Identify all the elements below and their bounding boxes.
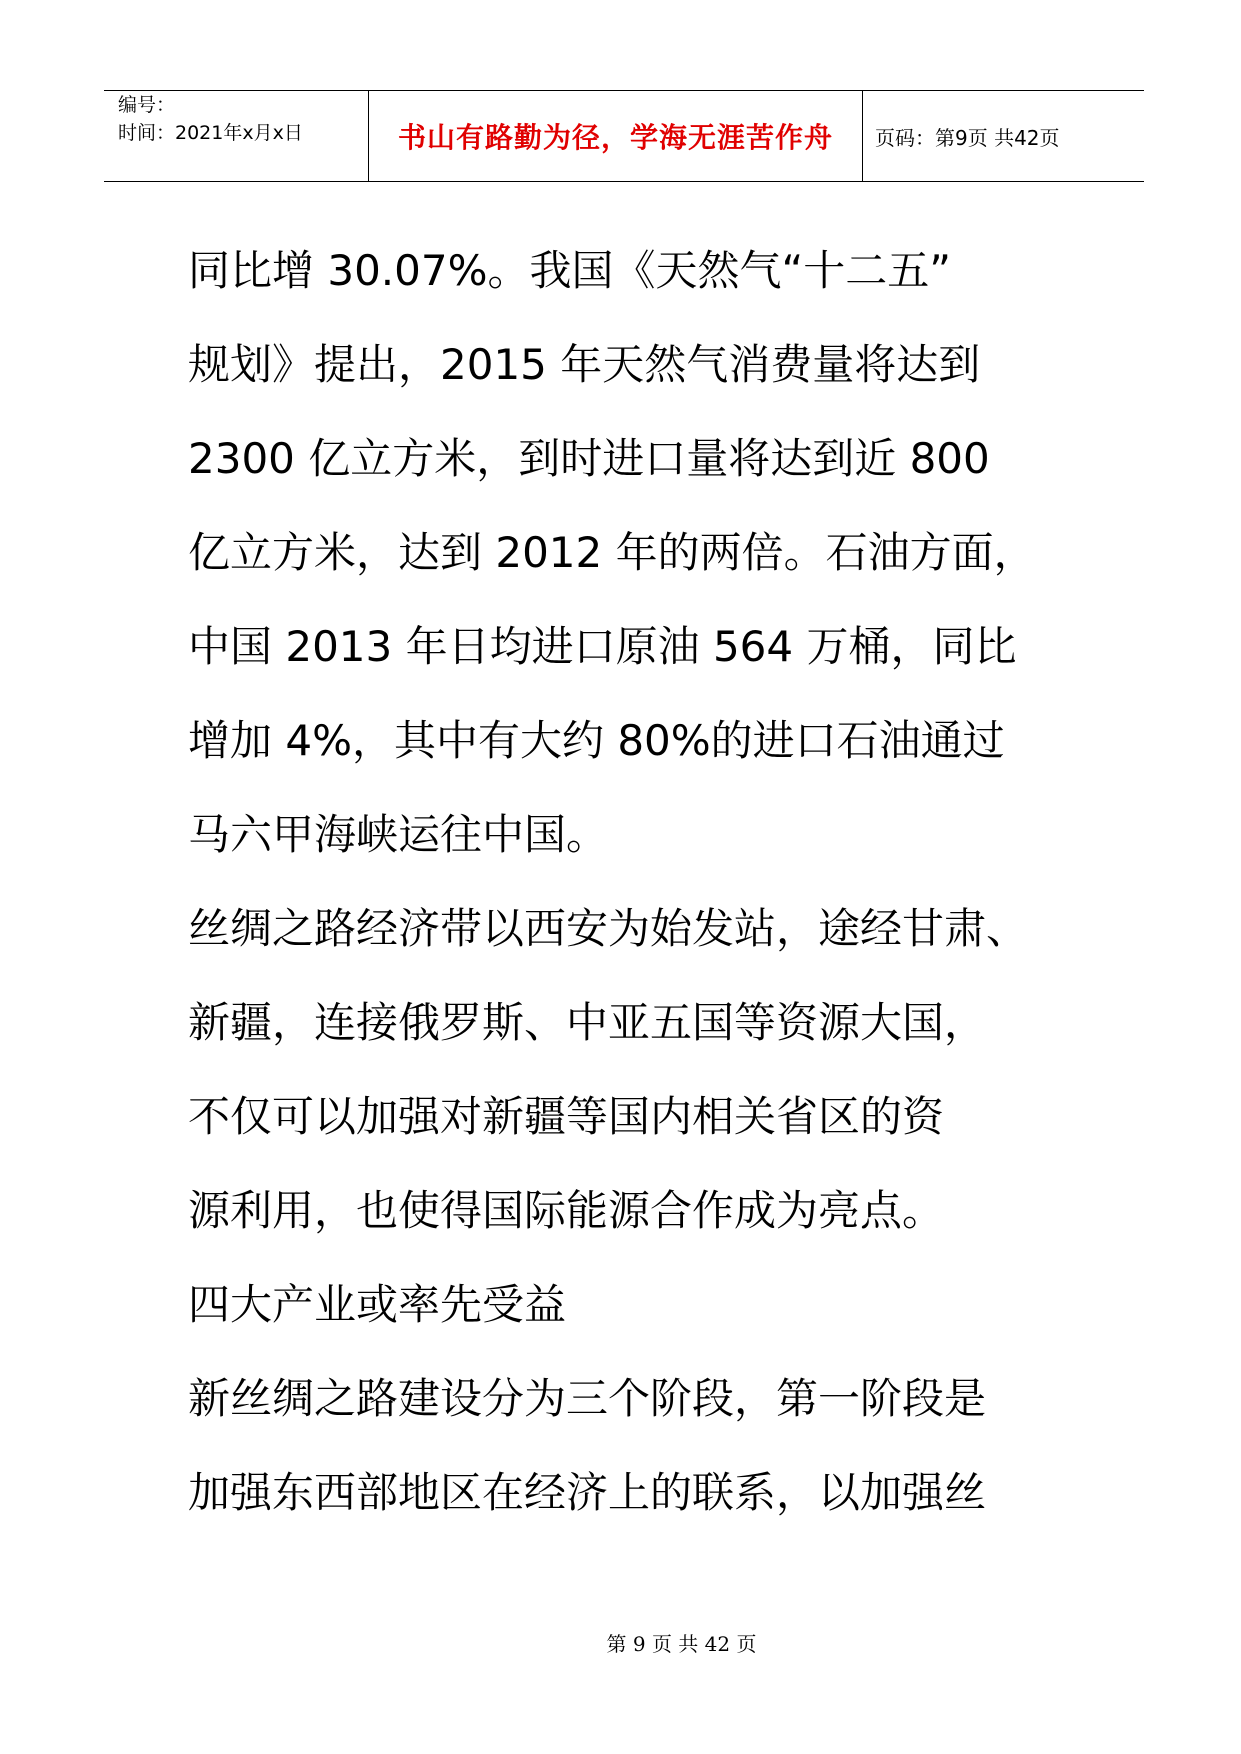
footer-page-number: 第 9 页 共 42 页 — [606, 1632, 757, 1656]
body-line: 不仅可以加强对新疆等国内相关省区的资 — [188, 1092, 945, 1141]
body-line: 规划》提出，2015 年天然气消费量将达到 — [188, 340, 981, 389]
body-line: 源利用，也使得国际能源合作成为亮点。 — [188, 1186, 945, 1235]
body-line: 加强东西部地区在经济上的联系，以加强丝 — [188, 1468, 987, 1517]
serial-label: 编号： — [118, 94, 176, 116]
body-line: 新疆，连接俄罗斯、中亚五国等资源大国， — [188, 998, 987, 1047]
body-line: 丝绸之路经济带以西安为始发站，途经甘肃、 — [188, 904, 1029, 953]
page-info: 页码：第9页 共42页 — [875, 125, 1060, 150]
body-line: 马六甲海峡运往中国。 — [188, 810, 609, 859]
body-line: 亿立方米，达到 2012 年的两倍。石油方面， — [188, 528, 1036, 577]
body-line: 新丝绸之路建设分为三个阶段，第一阶段是 — [188, 1374, 987, 1423]
body-line: 2300 亿立方米，到时进口量将达到近 800 — [188, 434, 990, 483]
body-line: 中国 2013 年日均进口原油 564 万桶，同比 — [188, 622, 1017, 671]
header-meta-cell — [104, 91, 369, 181]
header-page-cell — [863, 91, 1144, 181]
header-motto-cell — [369, 91, 863, 181]
time-label: 时间：2021年x月x日 — [118, 122, 303, 144]
body-line: 同比增 30.07%。我国《天然气“十二五” — [188, 246, 952, 295]
page-footer — [0, 1628, 1241, 1657]
body-line: 增加 4%，其中有大约 80%的进口石油通过 — [188, 716, 1005, 765]
page-header — [104, 90, 1144, 182]
document-body — [188, 224, 1108, 1540]
section-heading: 四大产业或率先受益 — [188, 1280, 567, 1329]
motto-text: 书山有路勤为径，学海无涯苦作舟 — [397, 121, 833, 154]
